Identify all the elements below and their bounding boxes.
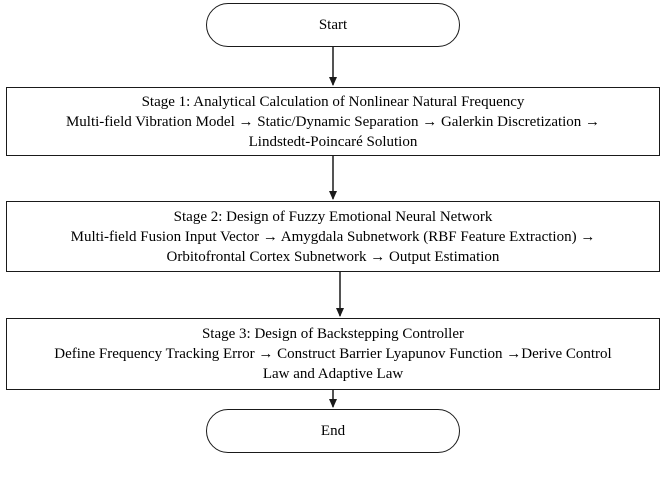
- stage-3-box: [6, 318, 660, 390]
- stage-2-steps-line-1: Multi-field Fusion Input Vector → Amygdala Subnetwork (RBF Feature Extraction) →: [70, 228, 596, 245]
- start-node: [206, 3, 460, 47]
- stage-1-steps-line-2: Lindstedt-Poincaré Solution: [248, 133, 418, 150]
- stage-1-box: [6, 87, 660, 156]
- stage-2-title: Stage 2: Design of Fuzzy Emotional Neural Network: [173, 208, 493, 225]
- end-node: [206, 409, 460, 453]
- start-label: Start: [318, 16, 348, 33]
- stage-2-steps-line-2: Orbitofrontal Cortex Subnetwork → Output Estimation: [166, 248, 500, 265]
- stage-3-steps-line-1: Define Frequency Tracking Error → Construct Barrier Lyapunov Function →Derive Control: [54, 346, 612, 362]
- stage-1-steps-line-1: Multi-field Vibration Model → Static/Dynamic Separation → Galerkin Discretization →: [65, 113, 601, 130]
- stage-3-steps-line-2: Law and Adaptive Law: [262, 366, 404, 382]
- end-label: End: [320, 422, 346, 439]
- stage-2-box: [6, 201, 660, 272]
- stage-3-title: Stage 3: Design of Backstepping Controller: [201, 326, 465, 342]
- stage-1-title: Stage 1: Analytical Calculation of Nonlinear Natural Frequency: [141, 93, 525, 110]
